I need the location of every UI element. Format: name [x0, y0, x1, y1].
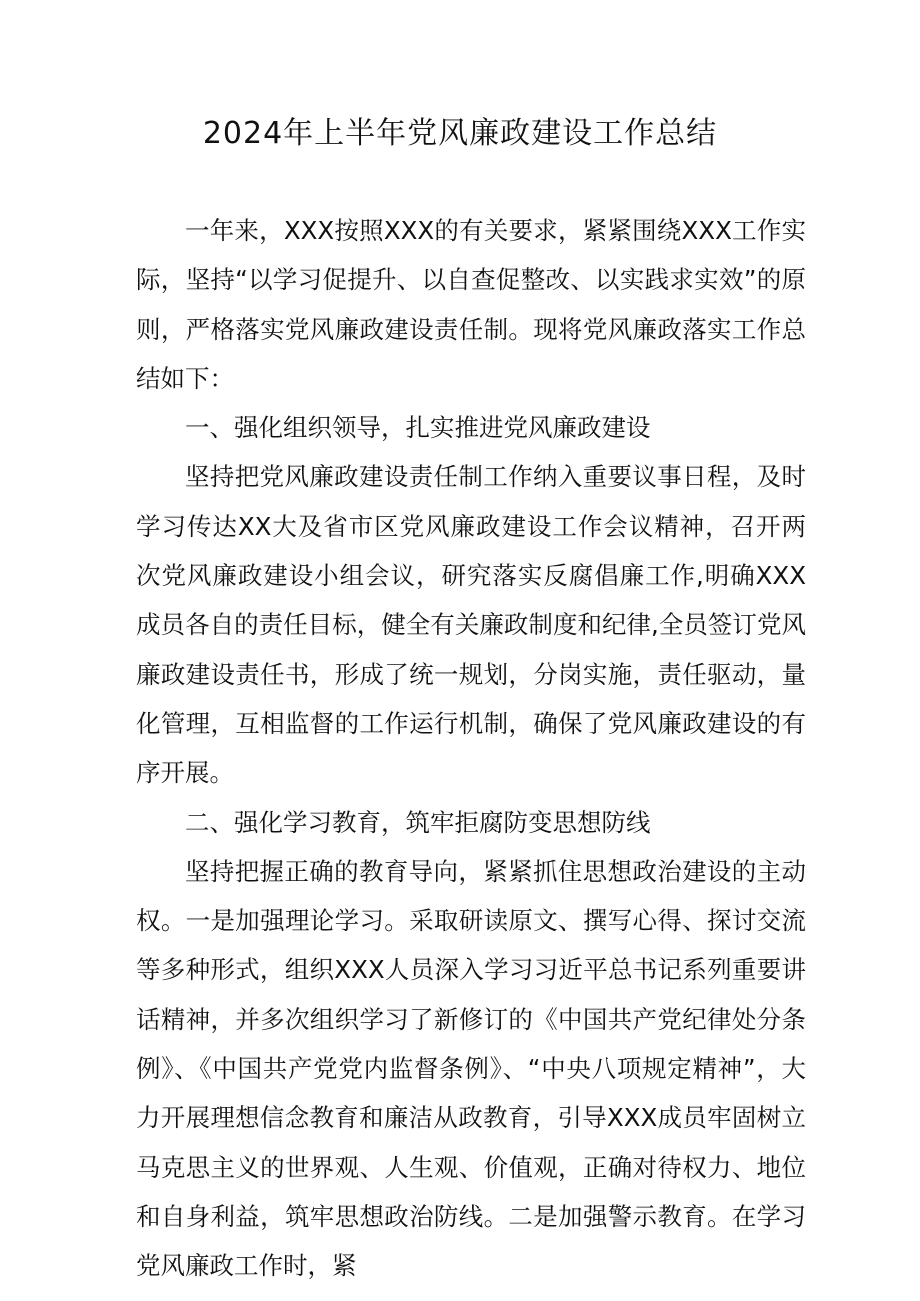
section-1-heading: 一、强化组织领导，扎实推进党风廉政建设	[185, 413, 651, 443]
section-1-paragraph: 坚持把党风廉政建设责任制工作纳入重要议事日程，及时学习传达XX大及省市区党风廉政建设工作会议精神，召开两次党风廉政建设小组会议，研究落实反腐倡廉工作,明确XXX成员各自的责任目标，健全有关廉政制度和纪律,全员签订党风廉政建设责任书，形成了统一规划，分岗实施，责任驱动，量化管理，互相监督的工作运行机制，确保了党风廉政建设的有序开展。	[136, 462, 806, 788]
document-body	[136, 206, 806, 1291]
intro-paragraph: 一年来，XXX按照XXX的有关要求，紧紧围绕XXX工作实际，坚持“以学习促提升、以自查促整改、以实践求实效”的原则，严格落实党风廉政建设责任制。现将党风廉政落实工作总结如下：	[136, 216, 806, 393]
section-2-heading: 二、强化学习教育，筑牢拒腐防变思想防线	[185, 807, 651, 837]
document-title: 2024年上半年党风廉政建设工作总结	[202, 116, 718, 151]
section-2-paragraph: 坚持把握正确的教育导向，紧紧抓住思想政治建设的主动权。一是加强理论学习。采取研读原文、撰写心得、探讨交流等多种形式，组织XXX人员深入学习习近平总书记系列重要讲话精神，并多次组织学习了新修订的《中国共产党纪律处分条例》、《中国共产党党内监督条例》、“中央八项规定精神”，大力开展理想信念教育和廉洁从政教育，引导XXX成员牢固树立马克思主义的世界观、人生观、价值观，正确对待权力、地位和自身利益，筑牢思想政治防线。二是加强警示教育。在学习党风廉政工作时，紧	[136, 856, 806, 1281]
